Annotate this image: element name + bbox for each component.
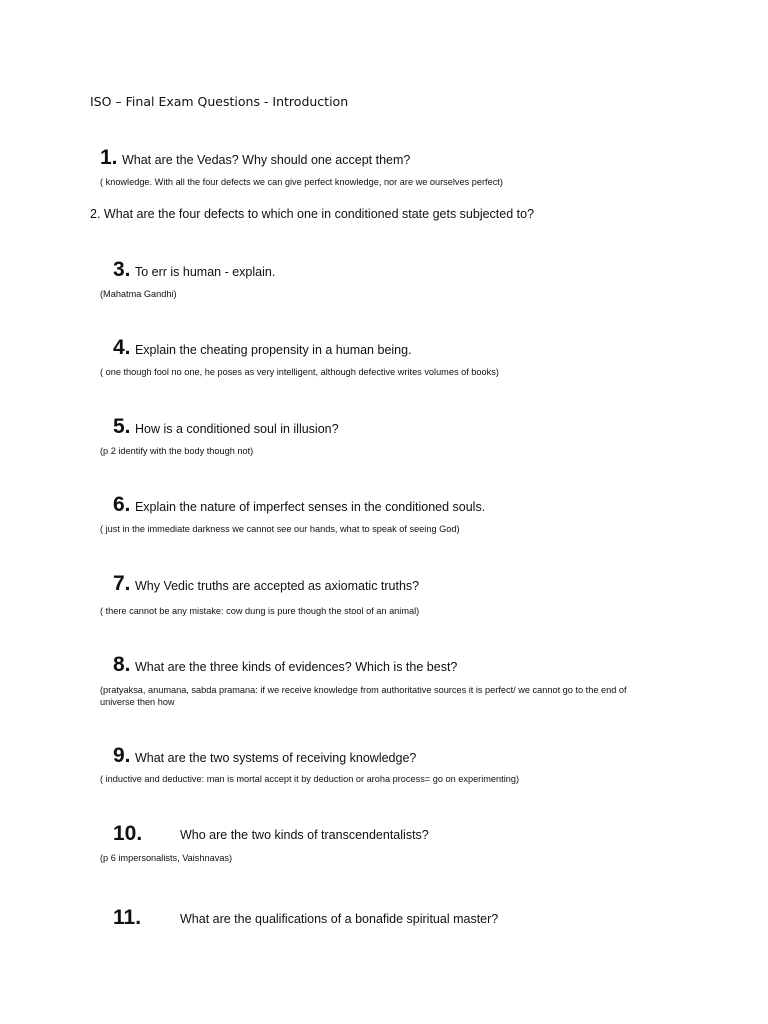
question-text: Explain the cheating propensity in a human being.: [134, 343, 412, 357]
answer-note-5: (p 2 identify with the body though not): [100, 446, 254, 456]
answer-note-7: ( there cannot be any mistake: cow dung is pure though the stool of an animal): [100, 606, 420, 616]
question-2: [90, 205, 534, 223]
question-text: What are the two systems of receiving knowledge?: [134, 751, 417, 765]
question-3: [113, 258, 275, 282]
question-number: 1.: [100, 146, 118, 169]
question-text: What are the Vedas? Why should one accept them?: [121, 153, 411, 167]
question-text: Why Vedic truths are accepted as axiomatic truths?: [134, 579, 420, 593]
question-number: 3.: [113, 258, 131, 281]
question-number: 5.: [113, 415, 131, 438]
question-7: [113, 572, 419, 596]
answer-note-10: (p 6 impersonalists, Vaishnavas): [100, 853, 233, 863]
answer-note-6: ( just in the immediate darkness we cannot see our hands, what to speak of seeing God): [100, 524, 460, 534]
answer-note-9: ( inductive and deductive: man is mortal accept it by deduction or aroha process= go on experimenting): [100, 774, 520, 784]
question-text: How is a conditioned soul in illusion?: [134, 422, 339, 436]
answer-note-8: (pratyaksa, anumana, sabda pramana: if we receive knowledge from authoritative sources it is perfect/ we cannot go to the end of universe then how: [100, 685, 627, 707]
answer-note-1: ( knowledge. With all the four defects we can give perfect knowledge, nor are we ourselves perfect): [100, 177, 503, 187]
question-text: What are the three kinds of evidences? Which is the best?: [134, 660, 458, 674]
question-text: 2. What are the four defects to which one in conditioned state gets subjected to?: [90, 207, 535, 221]
question-5: [113, 415, 339, 439]
question-text: To err is human - explain.: [134, 265, 276, 279]
question-number: 4.: [113, 336, 131, 359]
question-number: 10.: [113, 822, 143, 845]
question-6: [113, 493, 485, 517]
question-1: [100, 146, 410, 170]
answer-note-3: (Mahatma Gandhi): [100, 289, 177, 299]
question-number: 11.: [113, 906, 142, 929]
question-number: 7.: [113, 572, 131, 595]
document-title: ISO – Final Exam Questions - Introduction: [90, 94, 349, 109]
question-10: [113, 822, 513, 852]
question-text: Who are the two kinds of transcendentalists?: [180, 828, 429, 842]
question-text: What are the qualifications of a bonafide spiritual master?: [180, 912, 499, 926]
question-number: 8.: [113, 653, 131, 676]
question-8: [113, 653, 457, 677]
question-11: [113, 906, 533, 936]
question-text: Explain the nature of imperfect senses in the conditioned souls.: [134, 500, 486, 514]
question-4: [113, 336, 412, 360]
question-9: [113, 744, 416, 768]
question-number: 9.: [113, 744, 131, 767]
question-number: 6.: [113, 493, 131, 516]
answer-note-4: ( one though fool no one, he poses as very intelligent, although defective writes volumes of books): [100, 367, 499, 377]
